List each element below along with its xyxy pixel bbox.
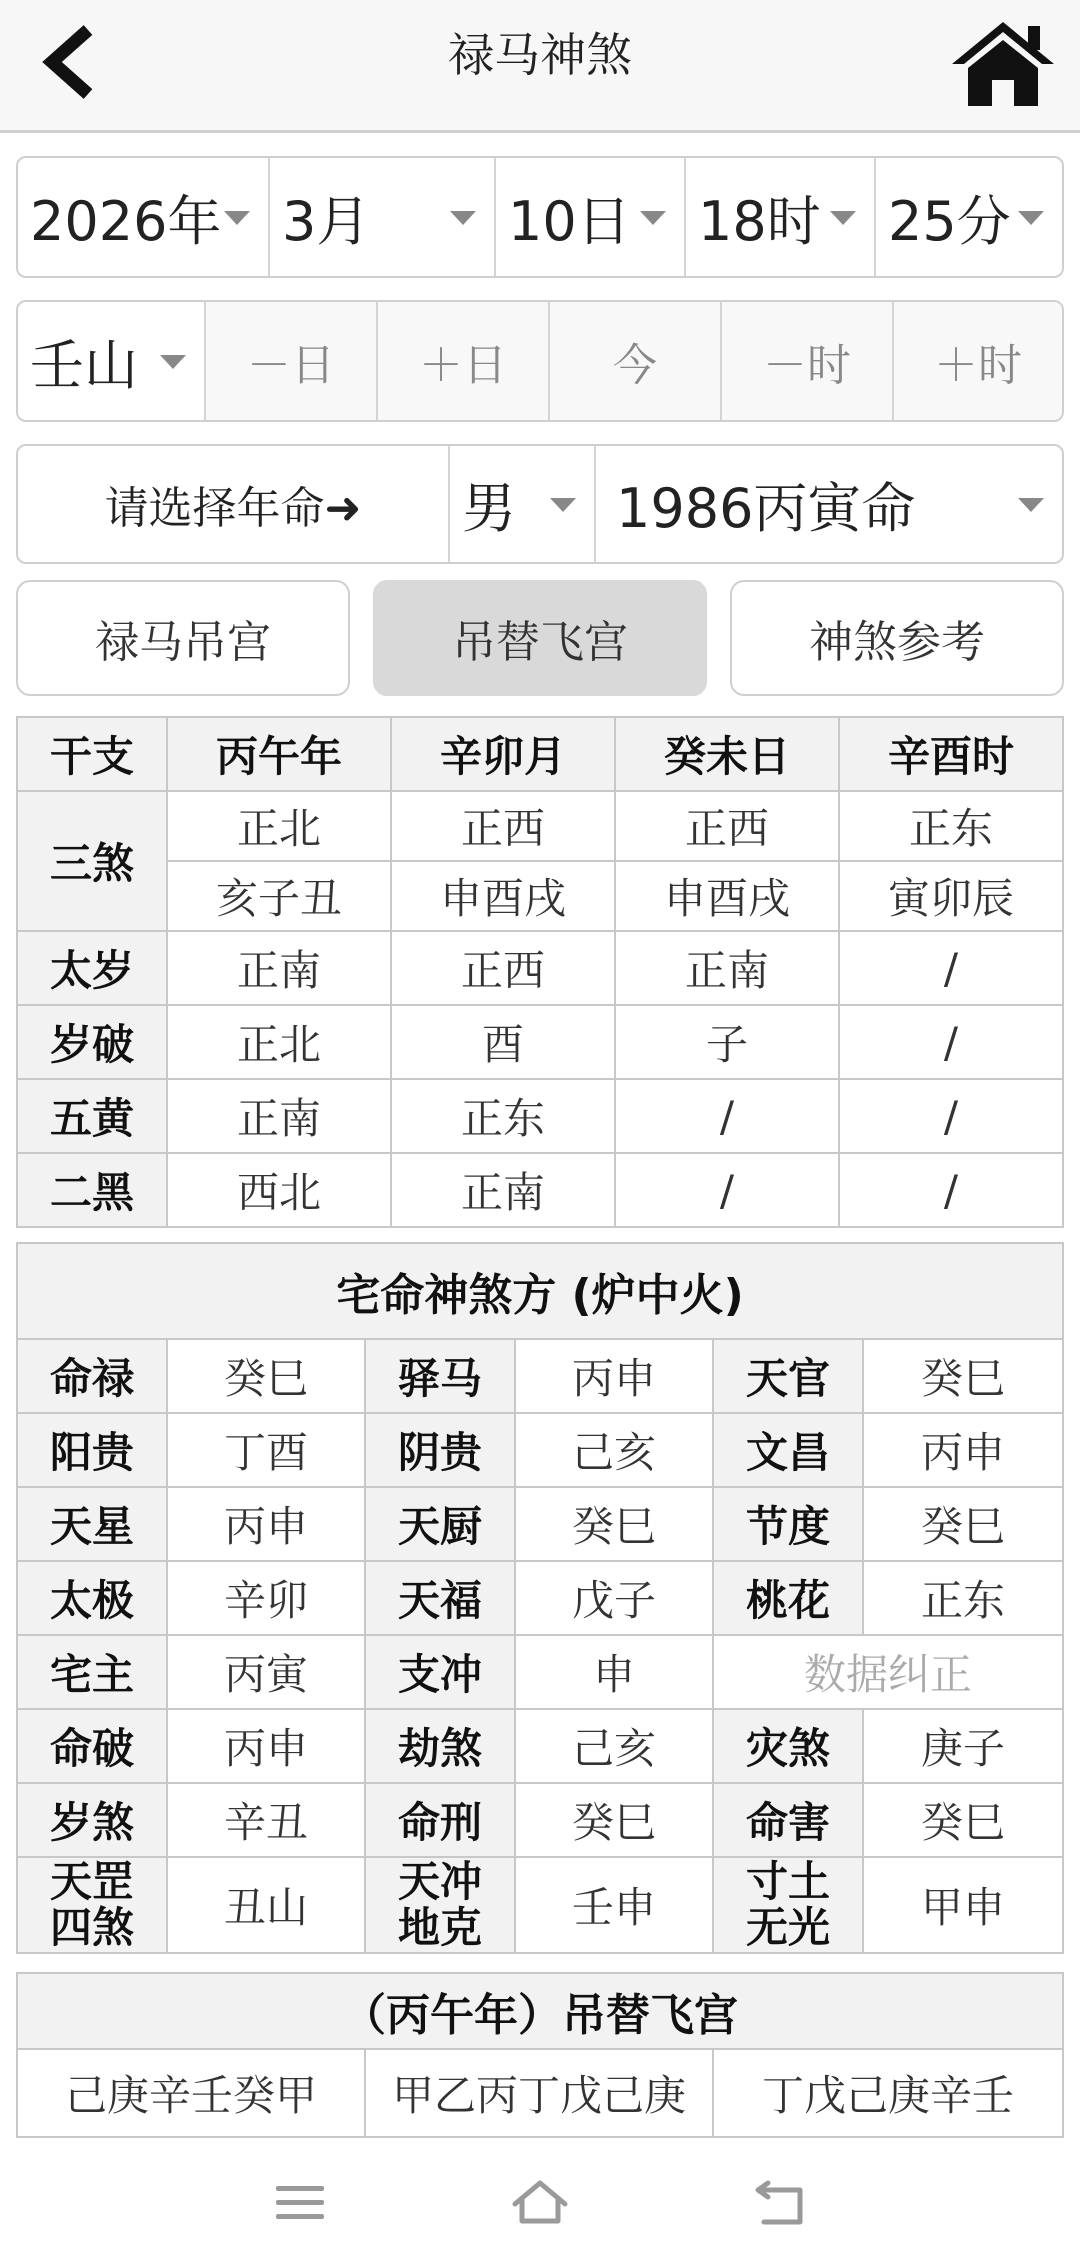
- chevron-down-icon: [160, 355, 186, 369]
- table-cell: 己亥: [515, 1413, 713, 1487]
- row-label: 天官: [713, 1339, 863, 1413]
- table-cell: 丙寅: [167, 1635, 365, 1709]
- section-title: （丙午年）吊替飞宫: [17, 1973, 1063, 2049]
- row-label: 天福: [365, 1561, 515, 1635]
- table-cell: 正北: [167, 1005, 391, 1079]
- table-cell: 丙申: [167, 1487, 365, 1561]
- table-cell: 正南: [615, 931, 839, 1005]
- table-cell: 癸巳: [863, 1339, 1063, 1413]
- table-row: [17, 1005, 1063, 1079]
- minute-select[interactable]: 25分: [876, 158, 1062, 276]
- table-cell: 寅卯辰: [839, 861, 1063, 931]
- year-ming-row: [16, 444, 1064, 564]
- row-label: 阳贵: [17, 1413, 167, 1487]
- select-ming-prompt: 请选择年命➜: [18, 446, 450, 562]
- header-cell: 干支: [17, 717, 167, 791]
- gender-select[interactable]: 男: [450, 446, 596, 562]
- table-cell: 申: [515, 1635, 713, 1709]
- table-cell: 辛卯: [167, 1561, 365, 1635]
- table-cell: /: [839, 1005, 1063, 1079]
- row-label: 天冲地克: [365, 1857, 515, 1953]
- table-cell: 癸巳: [515, 1487, 713, 1561]
- table-cell: 正西: [391, 791, 615, 861]
- plus-day-button[interactable]: ＋日: [378, 302, 550, 420]
- tab-diaoti-feigong[interactable]: 吊替飞宫: [373, 580, 707, 696]
- table-cell: 丙申: [863, 1413, 1063, 1487]
- header-cell: 癸未日: [615, 717, 839, 791]
- table-cell: 辛丑: [167, 1783, 365, 1857]
- system-nav-bar: [0, 2140, 1080, 2266]
- table-row: [17, 1153, 1063, 1227]
- minus-hour-button[interactable]: －时: [722, 302, 894, 420]
- zhaiming-shensha-table: [16, 1242, 1064, 1954]
- section-title: 宅命神煞方 (炉中火): [17, 1243, 1063, 1339]
- row-label: 支冲: [365, 1635, 515, 1709]
- minus-day-button[interactable]: －日: [206, 302, 378, 420]
- year-ming-select[interactable]: 1986丙寅命: [596, 446, 1062, 562]
- table-cell: 癸巳: [863, 1783, 1063, 1857]
- table-cell: 正南: [167, 1079, 391, 1153]
- table-row: [17, 861, 1063, 931]
- page-title: 禄马神煞: [448, 28, 632, 82]
- back-icon[interactable]: [750, 2178, 810, 2228]
- table-row: [17, 1413, 1063, 1487]
- table-cell: 正西: [615, 791, 839, 861]
- table-cell: 戊子: [515, 1561, 713, 1635]
- table-cell: 己亥: [515, 1709, 713, 1783]
- chevron-down-icon: [550, 498, 576, 512]
- table-cell: /: [839, 1079, 1063, 1153]
- month-select[interactable]: 3月: [270, 158, 496, 276]
- tab-shensha-reference[interactable]: 神煞参考: [730, 580, 1064, 696]
- data-correction-link[interactable]: 数据纠正: [713, 1635, 1063, 1709]
- table-row: [17, 1079, 1063, 1153]
- datetime-selector-row: [16, 156, 1064, 278]
- table-cell: 正东: [839, 791, 1063, 861]
- row-label: 驿马: [365, 1339, 515, 1413]
- menu-icon[interactable]: [270, 2178, 330, 2228]
- table-cell: 正东: [391, 1079, 615, 1153]
- table-cell: 壬申: [515, 1857, 713, 1953]
- header-cell: 丙午年: [167, 717, 391, 791]
- table-row: [17, 2049, 1063, 2137]
- today-button[interactable]: 今: [550, 302, 722, 420]
- table-row: [17, 931, 1063, 1005]
- tab-bar: [16, 580, 1064, 696]
- row-label: 命禄: [17, 1339, 167, 1413]
- row-label: 命刑: [365, 1783, 515, 1857]
- table-cell: 西北: [167, 1153, 391, 1227]
- table-row: [17, 1783, 1063, 1857]
- table-cell: 申酉戌: [391, 861, 615, 931]
- chevron-down-icon: [830, 211, 856, 225]
- header-cell: 辛卯月: [391, 717, 615, 791]
- shensha-table: [16, 716, 1064, 1228]
- row-label: 二黑: [17, 1153, 167, 1227]
- table-cell: 丁戊己庚辛壬: [713, 2049, 1063, 2137]
- row-label: 命破: [17, 1709, 167, 1783]
- table-cell: 丙申: [515, 1339, 713, 1413]
- app-header: [0, 0, 1080, 133]
- row-label: 天罡四煞: [17, 1857, 167, 1953]
- row-label: 太极: [17, 1561, 167, 1635]
- row-label: 节度: [713, 1487, 863, 1561]
- table-cell: /: [615, 1153, 839, 1227]
- table-cell: 甲申: [863, 1857, 1063, 1953]
- table-row: [17, 1857, 1063, 1953]
- row-label: 阴贵: [365, 1413, 515, 1487]
- table-cell: 癸巳: [167, 1339, 365, 1413]
- table-cell: /: [839, 1153, 1063, 1227]
- feigong-table: [16, 1972, 1064, 2138]
- chevron-down-icon: [450, 211, 476, 225]
- table-row: [17, 1709, 1063, 1783]
- row-label: 天厨: [365, 1487, 515, 1561]
- table-cell: 正南: [391, 1153, 615, 1227]
- row-label: 劫煞: [365, 1709, 515, 1783]
- table-cell: 丁酉: [167, 1413, 365, 1487]
- row-label: 宅主: [17, 1635, 167, 1709]
- table-cell: 酉: [391, 1005, 615, 1079]
- home-icon[interactable]: [510, 2178, 570, 2228]
- table-cell: 子: [615, 1005, 839, 1079]
- table-cell: 癸巳: [515, 1783, 713, 1857]
- row-label: 三煞: [17, 791, 167, 931]
- chevron-down-icon: [1018, 498, 1044, 512]
- chevron-down-icon: [224, 211, 250, 225]
- table-cell: /: [839, 931, 1063, 1005]
- tab-luma-diaogong[interactable]: 禄马吊宫: [16, 580, 350, 696]
- table-row: [17, 791, 1063, 861]
- chevron-down-icon: [1018, 211, 1044, 225]
- header-cell: 辛酉时: [839, 717, 1063, 791]
- chevron-down-icon: [640, 211, 666, 225]
- table-row: [17, 1339, 1063, 1413]
- table-row: [17, 1487, 1063, 1561]
- row-label: 岁煞: [17, 1783, 167, 1857]
- table-header-row: [17, 717, 1063, 791]
- adjust-row: [16, 300, 1064, 422]
- table-cell: 丙申: [167, 1709, 365, 1783]
- table-row: [17, 1635, 1063, 1709]
- year-select[interactable]: 2026年: [18, 158, 270, 276]
- row-label: 天星: [17, 1487, 167, 1561]
- row-label: 文昌: [713, 1413, 863, 1487]
- row-label: 岁破: [17, 1005, 167, 1079]
- row-label: 命害: [713, 1783, 863, 1857]
- table-cell: 甲乙丙丁戊己庚: [365, 2049, 713, 2137]
- table-cell: 癸巳: [863, 1487, 1063, 1561]
- table-cell: 正北: [167, 791, 391, 861]
- row-label: 寸土无光: [713, 1857, 863, 1953]
- row-label: 桃花: [713, 1561, 863, 1635]
- row-label: 五黄: [17, 1079, 167, 1153]
- table-cell: 正南: [167, 931, 391, 1005]
- row-label: 灾煞: [713, 1709, 863, 1783]
- mountain-select[interactable]: 壬山: [18, 302, 206, 420]
- table-cell: 庚子: [863, 1709, 1063, 1783]
- day-select[interactable]: 10日: [496, 158, 686, 276]
- hour-select[interactable]: 18时: [686, 158, 876, 276]
- table-cell: 亥子丑: [167, 861, 391, 931]
- table-cell: 丑山: [167, 1857, 365, 1953]
- row-label: 太岁: [17, 931, 167, 1005]
- table-row: [17, 1561, 1063, 1635]
- plus-hour-button[interactable]: ＋时: [894, 302, 1062, 420]
- table-cell: /: [615, 1079, 839, 1153]
- table-cell: 己庚辛壬癸甲: [17, 2049, 365, 2137]
- table-cell: 申酉戌: [615, 861, 839, 931]
- table-cell: 正西: [391, 931, 615, 1005]
- table-cell: 正东: [863, 1561, 1063, 1635]
- home-icon[interactable]: [948, 18, 1058, 110]
